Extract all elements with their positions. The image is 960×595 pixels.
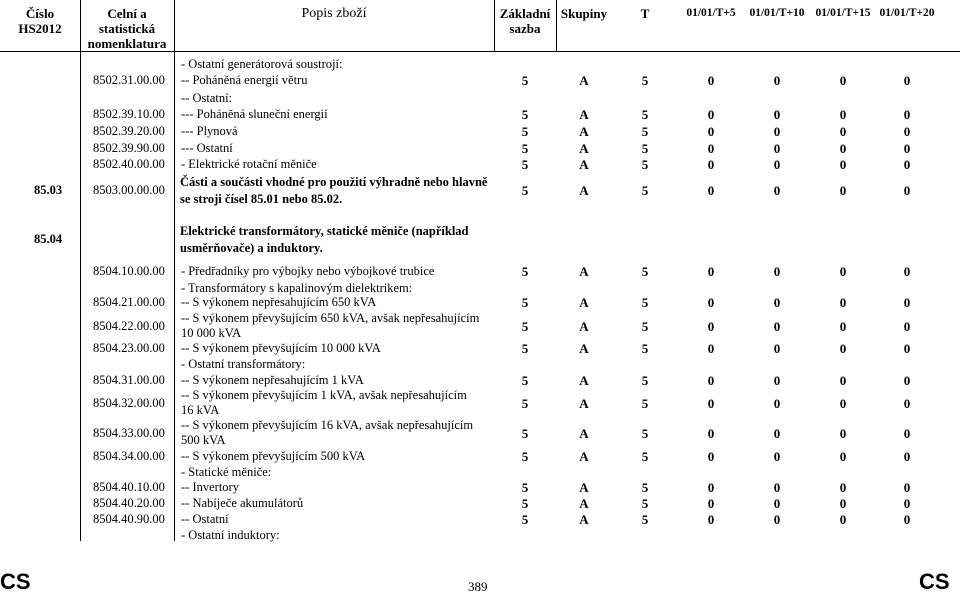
row-description: usměrňovače) a induktory. xyxy=(180,241,323,255)
row-value-cell: 0 xyxy=(707,480,715,495)
column-divider xyxy=(494,0,495,51)
row-tariff-code: 8502.31.00.00 xyxy=(93,73,165,87)
header-bottom-rule xyxy=(0,51,960,52)
header-base-rate-line: Základní xyxy=(499,6,551,21)
row-description: -- Ostatní xyxy=(181,512,229,526)
row-tariff-code: 8502.39.10.00 xyxy=(93,107,165,121)
row-tariff-code: 8503.00.00.00 xyxy=(93,183,165,197)
row-value-cell: 0 xyxy=(707,426,715,441)
row-value-cell: 5 xyxy=(641,183,649,198)
row-value-cell: 5 xyxy=(641,341,649,356)
row-value-cell: 0 xyxy=(839,512,847,527)
row-value-cell: A xyxy=(579,141,589,156)
row-value-cell: 0 xyxy=(707,319,715,334)
row-value-cell: 5 xyxy=(521,295,529,310)
column-divider xyxy=(174,0,175,541)
row-description: Části a součásti vhodné pro použití výhradně nebo hlavně xyxy=(180,175,488,189)
row-value-cell: 0 xyxy=(903,373,911,388)
header-hs-line: Číslo xyxy=(25,6,55,21)
row-value-cell: 5 xyxy=(641,480,649,495)
row-value-cell: 0 xyxy=(903,480,911,495)
row-value-cell: 0 xyxy=(903,341,911,356)
row-value-cell: 0 xyxy=(707,512,715,527)
row-value-cell: A xyxy=(579,183,589,198)
row-value-cell: 0 xyxy=(903,183,911,198)
header-nomenclature xyxy=(80,6,174,51)
row-description: -- Invertory xyxy=(181,480,239,494)
row-description: 16 kVA xyxy=(181,403,220,417)
row-description: - Ostatní transformátory: xyxy=(181,357,306,371)
row-value-cell: 0 xyxy=(773,449,781,464)
header-nomenclature-line: nomenklatura xyxy=(87,36,167,51)
row-value-cell: 0 xyxy=(773,480,781,495)
row-value-cell: A xyxy=(579,295,589,310)
row-value-cell: 5 xyxy=(641,295,649,310)
row-value-cell: A xyxy=(579,157,589,172)
row-description: -- S výkonem převyšujícím 10 000 kVA xyxy=(181,341,381,355)
row-value-cell: 5 xyxy=(641,157,649,172)
row-description: --- Poháněná sluneční energií xyxy=(181,107,328,121)
row-value-cell: 5 xyxy=(521,373,529,388)
row-value-cell: 0 xyxy=(903,426,911,441)
row-value-cell: 5 xyxy=(521,426,529,441)
row-value-cell: 0 xyxy=(707,396,715,411)
row-description: --- Plynová xyxy=(181,124,238,138)
row-tariff-code: 8502.39.20.00 xyxy=(93,124,165,138)
row-value-cell: 0 xyxy=(839,124,847,139)
row-value-cell: 5 xyxy=(641,141,649,156)
row-description: -- Ostatní: xyxy=(181,91,233,105)
header-t15: 01/01/T+15 xyxy=(815,7,871,19)
row-value-cell: 0 xyxy=(839,157,847,172)
row-value-cell: 0 xyxy=(903,73,911,88)
row-value-cell: 0 xyxy=(707,496,715,511)
row-value-cell: 0 xyxy=(903,264,911,279)
row-value-cell: 0 xyxy=(839,496,847,511)
row-value-cell: 0 xyxy=(839,373,847,388)
row-tariff-code: 8504.33.00.00 xyxy=(93,426,165,440)
row-value-cell: 5 xyxy=(521,264,529,279)
row-value-cell: 0 xyxy=(903,157,911,172)
row-value-cell: 5 xyxy=(521,124,529,139)
row-tariff-code: 8504.22.00.00 xyxy=(93,319,165,333)
row-value-cell: 0 xyxy=(903,496,911,511)
row-value-cell: 5 xyxy=(521,449,529,464)
header-nomenclature-line: Celní a xyxy=(107,6,147,21)
row-description: -- S výkonem převyšujícím 500 kVA xyxy=(181,449,366,463)
row-value-cell: 5 xyxy=(641,512,649,527)
row-value-cell: 0 xyxy=(773,319,781,334)
row-description: - Transformátory s kapalinovým dielektrikem: xyxy=(181,281,413,295)
row-value-cell: 0 xyxy=(903,512,911,527)
row-description: -- Nabíječe akumulátorů xyxy=(181,496,304,510)
header-description: Popis zboží xyxy=(301,6,367,21)
header-base-rate xyxy=(494,6,556,36)
row-value-cell: A xyxy=(579,341,589,356)
row-value-cell: 5 xyxy=(641,449,649,464)
row-value-cell: 0 xyxy=(773,496,781,511)
row-value-cell: 0 xyxy=(839,426,847,441)
row-value-cell: 0 xyxy=(903,319,911,334)
row-value-cell: 0 xyxy=(773,295,781,310)
row-value-cell: 0 xyxy=(773,73,781,88)
row-value-cell: 0 xyxy=(903,449,911,464)
row-value-cell: 0 xyxy=(773,141,781,156)
row-value-cell: A xyxy=(579,426,589,441)
row-value-cell: 0 xyxy=(707,107,715,122)
row-value-cell: 5 xyxy=(521,141,529,156)
row-description: - Elektrické rotační měniče xyxy=(181,157,317,171)
row-value-cell: 5 xyxy=(521,73,529,88)
row-value-cell: 0 xyxy=(707,373,715,388)
row-value-cell: 5 xyxy=(641,107,649,122)
row-tariff-code: 8504.21.00.00 xyxy=(93,295,165,309)
header-t5: 01/01/T+5 xyxy=(686,7,736,19)
header-groups: Skupiny xyxy=(560,6,608,21)
row-description: Elektrické transformátory, statické měniče (například xyxy=(180,224,469,238)
row-description: - Předřadníky pro výbojky nebo výbojkové trubice xyxy=(181,264,435,278)
row-description: 10 000 kVA xyxy=(181,326,242,340)
row-value-cell: 5 xyxy=(641,373,649,388)
row-tariff-code: 8504.40.90.00 xyxy=(93,512,165,526)
row-value-cell: 0 xyxy=(839,319,847,334)
row-value-cell: A xyxy=(579,124,589,139)
row-value-cell: 0 xyxy=(707,124,715,139)
row-value-cell: 5 xyxy=(521,107,529,122)
row-value-cell: 0 xyxy=(839,341,847,356)
row-hs-number: 85.03 xyxy=(34,183,63,197)
row-value-cell: 0 xyxy=(773,157,781,172)
header-nomenclature-line: statistická xyxy=(98,21,156,36)
row-value-cell: 5 xyxy=(521,496,529,511)
row-value-cell: 0 xyxy=(707,73,715,88)
row-description: -- Poháněná energií větru xyxy=(181,73,308,87)
row-description: -- S výkonem nepřesahujícím 1 kVA xyxy=(181,373,364,387)
row-value-cell: 0 xyxy=(707,157,715,172)
row-value-cell: 5 xyxy=(521,157,529,172)
row-description: 500 kVA xyxy=(181,433,226,447)
row-value-cell: A xyxy=(579,373,589,388)
row-value-cell: 0 xyxy=(839,449,847,464)
row-value-cell: 0 xyxy=(773,396,781,411)
row-tariff-code: 8502.39.90.00 xyxy=(93,141,165,155)
row-value-cell: 0 xyxy=(773,183,781,198)
row-value-cell: 5 xyxy=(521,183,529,198)
row-tariff-code: 8504.10.00.00 xyxy=(93,264,165,278)
header-t10: 01/01/T+10 xyxy=(749,7,805,19)
row-value-cell: A xyxy=(579,496,589,511)
row-value-cell: 0 xyxy=(839,264,847,279)
row-value-cell: 0 xyxy=(903,124,911,139)
row-description: -- S výkonem převyšujícím 1 kVA, avšak nepřesahujícím xyxy=(181,388,467,402)
row-value-cell: 0 xyxy=(839,396,847,411)
row-tariff-code: 8502.40.00.00 xyxy=(93,157,165,171)
column-divider xyxy=(556,0,557,51)
row-value-cell: 0 xyxy=(773,107,781,122)
row-tariff-code: 8504.40.10.00 xyxy=(93,480,165,494)
row-value-cell: 5 xyxy=(521,396,529,411)
header-hs-line: HS2012 xyxy=(18,21,62,36)
row-value-cell: 0 xyxy=(773,512,781,527)
row-value-cell: A xyxy=(579,73,589,88)
header-t20: 01/01/T+20 xyxy=(879,7,935,19)
row-value-cell: 0 xyxy=(839,73,847,88)
row-value-cell: 5 xyxy=(521,512,529,527)
row-value-cell: 5 xyxy=(641,73,649,88)
row-value-cell: A xyxy=(579,396,589,411)
row-value-cell: 0 xyxy=(903,295,911,310)
column-divider xyxy=(80,0,81,541)
row-description: -- S výkonem převyšujícím 650 kVA, avšak nepřesahujícím xyxy=(181,311,480,325)
row-value-cell: A xyxy=(579,512,589,527)
row-value-cell: 5 xyxy=(641,319,649,334)
row-value-cell: 5 xyxy=(641,426,649,441)
row-description: -- S výkonem nepřesahujícím 650 kVA xyxy=(181,295,377,309)
row-value-cell: 0 xyxy=(839,480,847,495)
row-value-cell: 5 xyxy=(521,480,529,495)
row-description: se stroji čísel 85.01 nebo 85.02. xyxy=(180,192,343,206)
row-value-cell: A xyxy=(579,480,589,495)
row-value-cell: 0 xyxy=(839,183,847,198)
row-value-cell: 5 xyxy=(641,124,649,139)
row-value-cell: 0 xyxy=(707,449,715,464)
row-value-cell: 5 xyxy=(521,341,529,356)
footer-page-number: 389 xyxy=(468,579,488,594)
row-value-cell: A xyxy=(579,319,589,334)
header-hs-code xyxy=(0,6,80,36)
row-value-cell: 0 xyxy=(773,373,781,388)
row-value-cell: 0 xyxy=(773,124,781,139)
row-value-cell: 0 xyxy=(707,295,715,310)
header-t: T xyxy=(640,6,650,21)
row-value-cell: 0 xyxy=(839,141,847,156)
row-value-cell: 0 xyxy=(707,183,715,198)
row-value-cell: 0 xyxy=(839,107,847,122)
row-value-cell: A xyxy=(579,107,589,122)
row-value-cell: 0 xyxy=(707,341,715,356)
row-tariff-code: 8504.34.00.00 xyxy=(93,449,165,463)
row-value-cell: 0 xyxy=(773,426,781,441)
row-tariff-code: 8504.40.20.00 xyxy=(93,496,165,510)
header-base-rate-line: sazba xyxy=(509,21,541,36)
row-value-cell: 5 xyxy=(521,319,529,334)
row-value-cell: A xyxy=(579,264,589,279)
row-description: - Ostatní generátorová soustrojí: xyxy=(181,57,343,71)
row-tariff-code: 8504.32.00.00 xyxy=(93,396,165,410)
row-value-cell: 0 xyxy=(839,295,847,310)
row-tariff-code: 8504.31.00.00 xyxy=(93,373,165,387)
row-value-cell: 5 xyxy=(641,396,649,411)
row-description: - Statické měniče: xyxy=(181,465,272,479)
row-value-cell: A xyxy=(579,449,589,464)
row-value-cell: 0 xyxy=(903,396,911,411)
row-tariff-code: 8504.23.00.00 xyxy=(93,341,165,355)
row-value-cell: 0 xyxy=(773,264,781,279)
row-hs-number: 85.04 xyxy=(34,232,63,246)
row-description: -- S výkonem převyšujícím 16 kVA, avšak nepřesahujícím xyxy=(181,418,474,432)
row-value-cell: 0 xyxy=(707,264,715,279)
row-description: --- Ostatní xyxy=(181,141,233,155)
row-description: - Ostatní induktory: xyxy=(181,528,280,542)
row-value-cell: 0 xyxy=(707,141,715,156)
row-value-cell: 5 xyxy=(641,264,649,279)
row-value-cell: 0 xyxy=(903,141,911,156)
row-value-cell: 0 xyxy=(903,107,911,122)
footer-country-code-left: CS xyxy=(0,569,31,594)
footer-country-code-right: CS xyxy=(919,569,950,594)
row-value-cell: 5 xyxy=(641,496,649,511)
row-value-cell: 0 xyxy=(773,341,781,356)
